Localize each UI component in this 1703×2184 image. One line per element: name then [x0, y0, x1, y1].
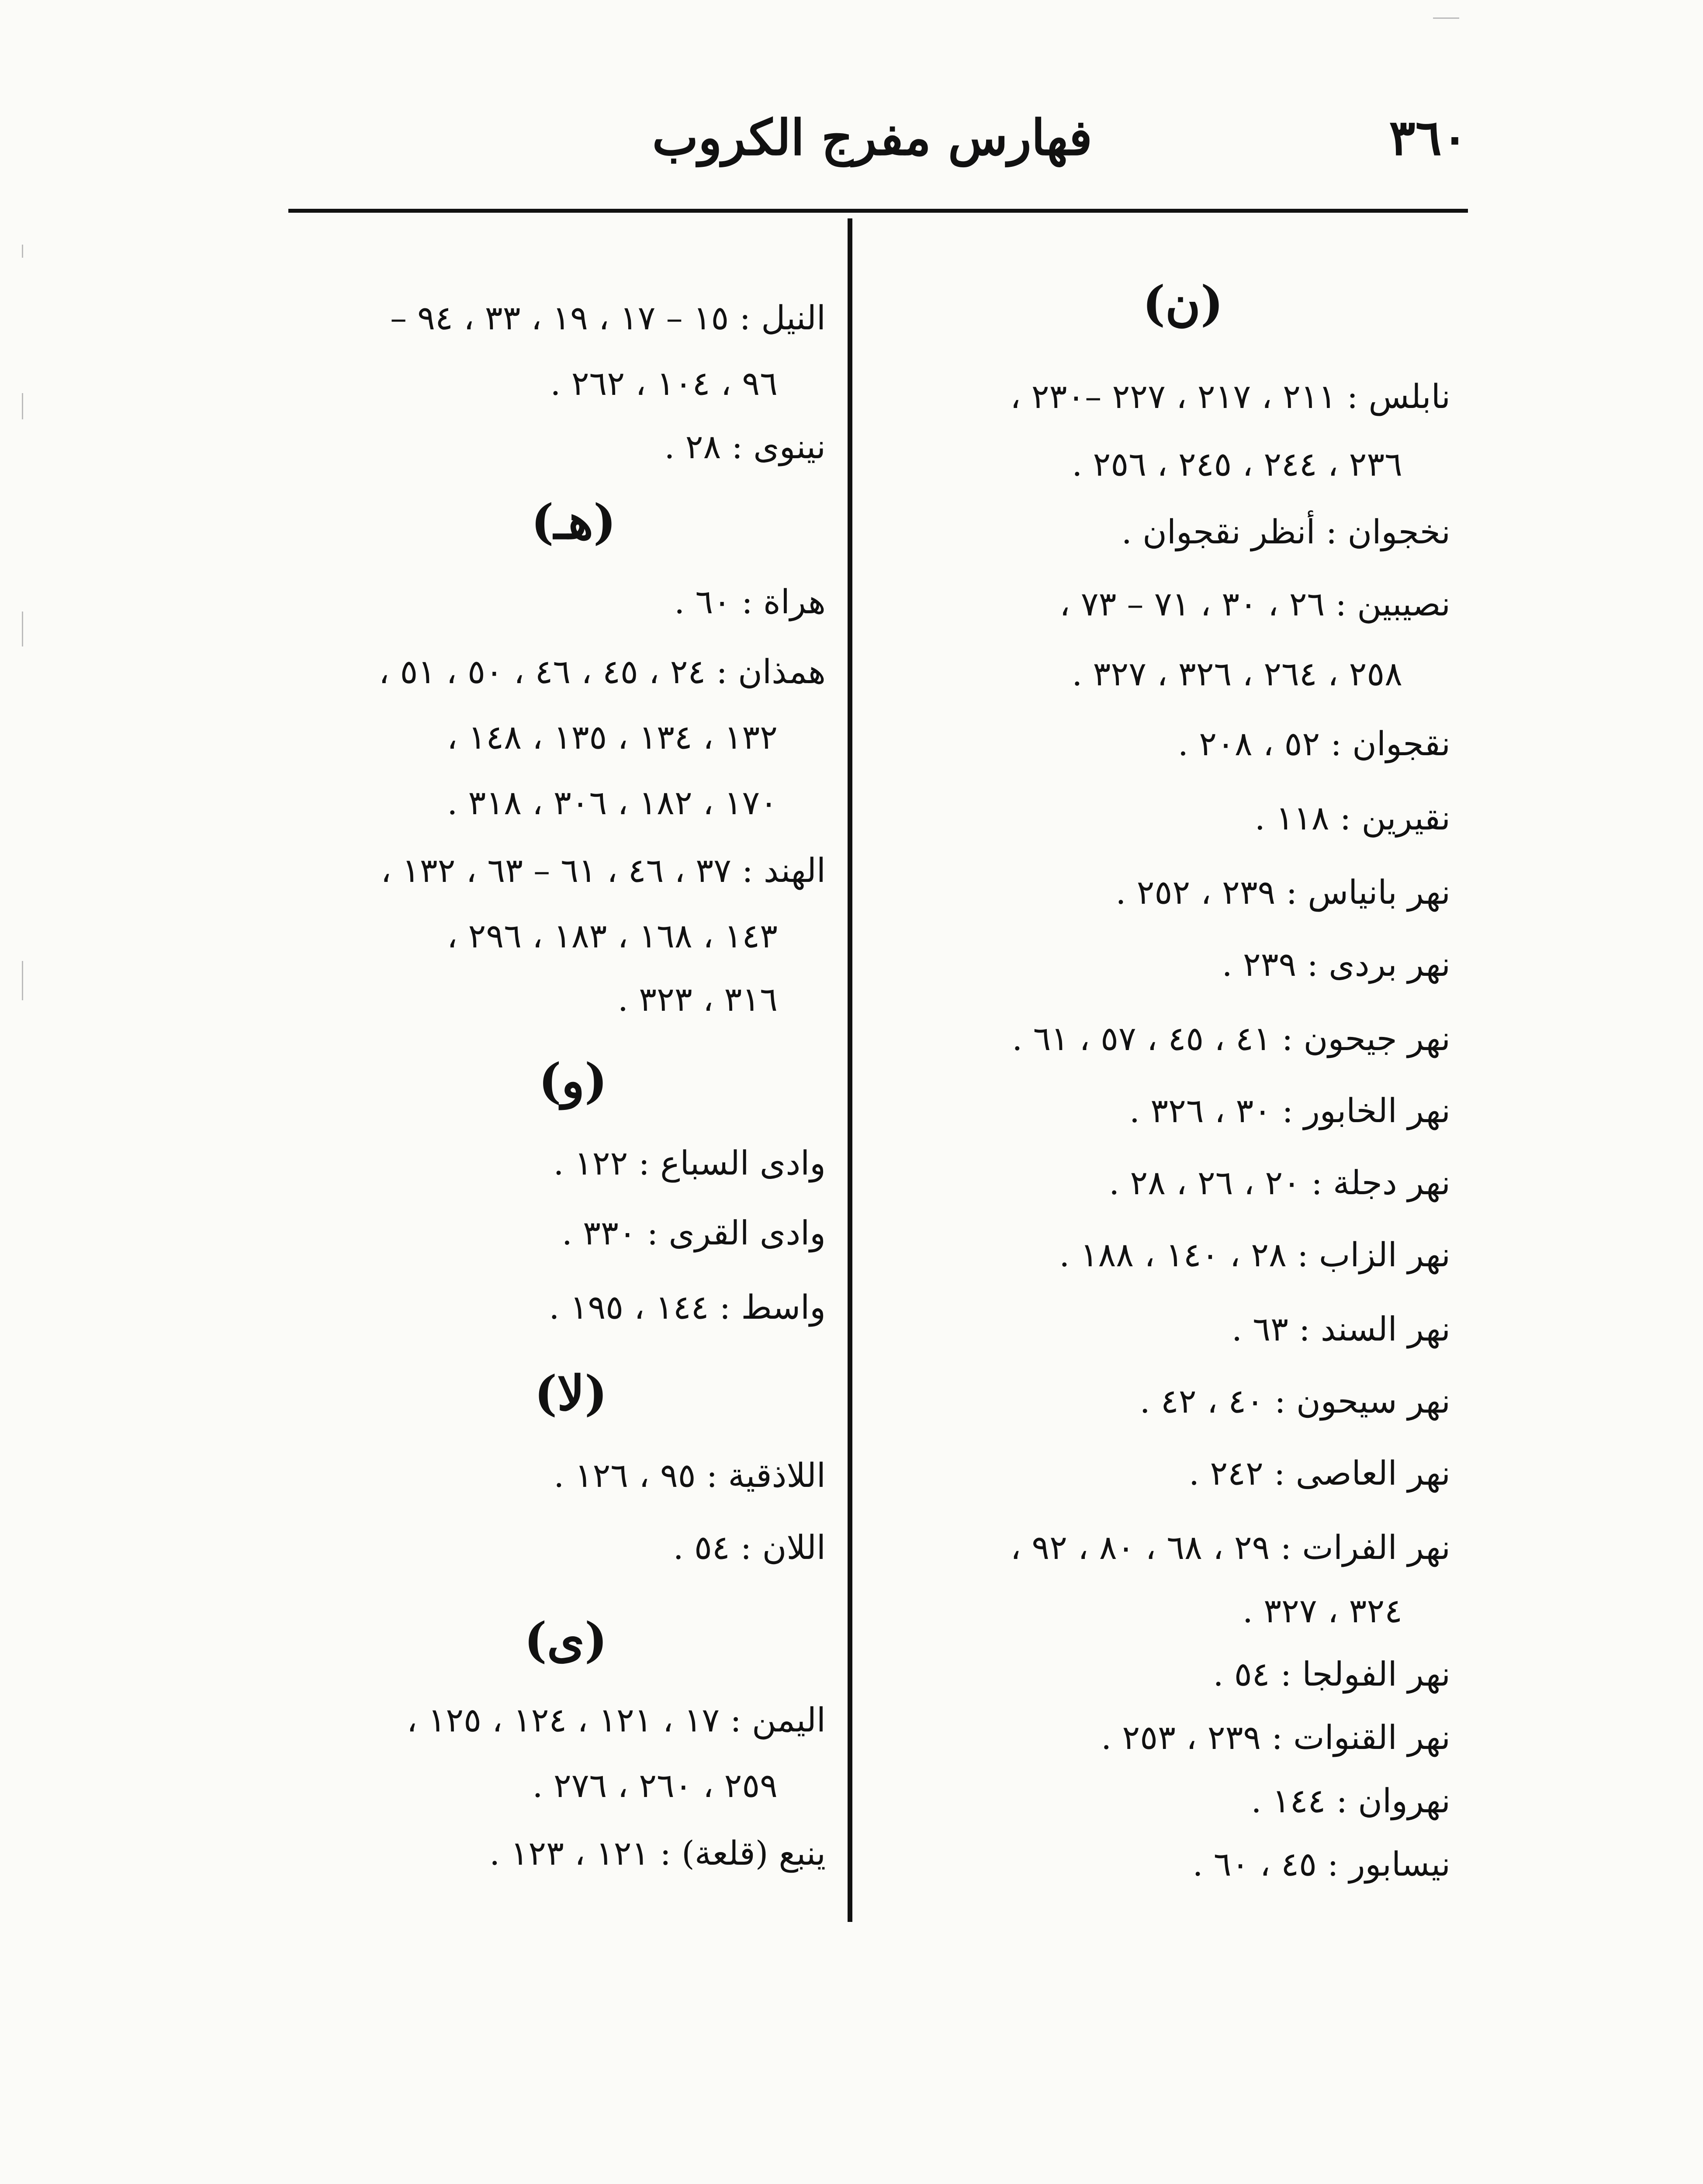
index-entry-continuation: ١٣٢ ، ١٣٤ ، ١٣٥ ، ١٤٨ ، [447, 718, 778, 757]
section-heading-ha: (هـ) [531, 494, 616, 550]
index-entry-continuation: ٢٣٦ ، ٢٤٤ ، ٢٤٥ ، ٢٥٦ . [1072, 445, 1402, 484]
index-entry-continuation: ٩٦ ، ١٠٤ ، ٢٦٢ . [550, 364, 778, 403]
index-entry: نخجوان : أنظر نقجوان . [1121, 512, 1450, 551]
index-entry: نهر جيحون : ٤١ ، ٤٥ ، ٥٧ ، ٦١ . [1012, 1019, 1450, 1058]
index-entry: النيل : ١٥ – ١٧ ، ١٩ ، ٣٣ ، ٩٤ – [390, 298, 826, 337]
index-entry: نهر سيحون : ٤٠ ، ٤٢ . [1139, 1382, 1450, 1420]
scan-margin-mark [22, 245, 23, 258]
index-entry: نهر الفولجا : ٥٤ . [1213, 1655, 1450, 1693]
index-entry: وادى السباع : ١٢٢ . [553, 1144, 826, 1182]
index-entry: وادى القرى : ٣٣٠ . [561, 1213, 826, 1252]
index-entry: نهر دجلة : ٢٠ ، ٢٦ ، ٢٨ . [1109, 1163, 1450, 1202]
index-entry: نهر العاصى : ٢٤٢ . [1189, 1454, 1450, 1493]
scan-corner-mark [1433, 17, 1459, 19]
index-entry: نهر القنوات : ٢٣٩ ، ٢٥٣ . [1101, 1718, 1450, 1757]
section-heading-waw: (و) [538, 1053, 607, 1109]
index-entry: نهر الخابور : ٣٠ ، ٣٢٦ . [1129, 1091, 1450, 1130]
index-entry-continuation: ٢٥٩ ، ٢٦٠ ، ٢٧٦ . [532, 1766, 778, 1805]
index-entry-continuation: ٢٥٨ ، ٢٦٤ ، ٣٢٦ ، ٣٢٧ . [1072, 654, 1402, 693]
index-entry: نينوى : ٢٨ . [664, 427, 826, 466]
index-entry: نابلس : ٢١١ ، ٢١٧ ، ٢٢٧ –٢٣٠ ، [1010, 377, 1450, 416]
section-heading-nun: (ن) [1142, 275, 1223, 332]
section-heading-la: (لا) [534, 1365, 607, 1421]
index-entry-continuation: ١٧٠ ، ١٨٢ ، ٣٠٦ ، ٣١٨ . [447, 783, 778, 822]
index-entry: هراة : ٦٠ . [674, 582, 826, 621]
index-entry: نهر الفرات : ٢٩ ، ٦٨ ، ٨٠ ، ٩٢ ، [1010, 1528, 1450, 1567]
index-entry: همذان : ٢٤ ، ٤٥ ، ٤٦ ، ٥٠ ، ٥١ ، [378, 652, 826, 691]
page-number: ٣٦٠ [1389, 109, 1468, 166]
index-entry: نقيرين : ١١٨ . [1254, 798, 1450, 837]
index-entry: ينبع (قلعة) : ١٢١ ، ١٢٣ . [489, 1834, 826, 1873]
index-entry: نهر الزاب : ٢٨ ، ١٤٠ ، ١٨٨ . [1059, 1235, 1450, 1274]
index-entry: اللاذقية : ٩٥ ، ١٢٦ . [554, 1456, 826, 1495]
index-entry: نهر بانياس : ٢٣٩ ، ٢٥٢ . [1115, 873, 1450, 912]
scan-margin-mark [22, 393, 23, 419]
header-rule [288, 209, 1468, 213]
index-entry: نهروان : ١٤٤ . [1251, 1781, 1450, 1820]
index-entry: اليمن : ١٧ ، ١٢١ ، ١٢٤ ، ١٢٥ ، [406, 1700, 826, 1739]
index-entry-continuation: ١٤٣ ، ١٦٨ ، ١٨٣ ، ٢٩٦ ، [447, 916, 778, 955]
index-entry: نصيبين : ٢٦ ، ٣٠ ، ٧١ – ٧٣ ، [1059, 584, 1450, 623]
index-entry: نيسابور : ٤٥ ، ٦٠ . [1192, 1845, 1450, 1883]
index-entry-continuation: ٣٢٤ ، ٣٢٧ . [1242, 1591, 1402, 1630]
index-entry: اللان : ٥٤ . [673, 1528, 826, 1567]
index-entry-continuation: ٣١٦ ، ٣٢٣ . [617, 980, 778, 1019]
index-entry: نهر السند : ٦٣ . [1231, 1310, 1450, 1348]
index-entry: واسط : ١٤٤ ، ١٩٥ . [549, 1288, 826, 1327]
running-title: فهارس مفرج الكروب [652, 109, 1092, 166]
index-entry: نهر بردى : ٢٣٩ . [1222, 945, 1450, 984]
index-entry: الهند : ٣٧ ، ٤٦ ، ٦١ – ٦٣ ، ١٣٢ ، [381, 851, 826, 890]
index-entry: نقجوان : ٥٢ ، ٢٠٨ . [1177, 724, 1450, 763]
column-divider [848, 218, 852, 1922]
section-heading-ya: (ى) [524, 1612, 607, 1668]
scan-margin-mark [22, 961, 23, 1000]
scan-margin-mark [22, 612, 23, 646]
